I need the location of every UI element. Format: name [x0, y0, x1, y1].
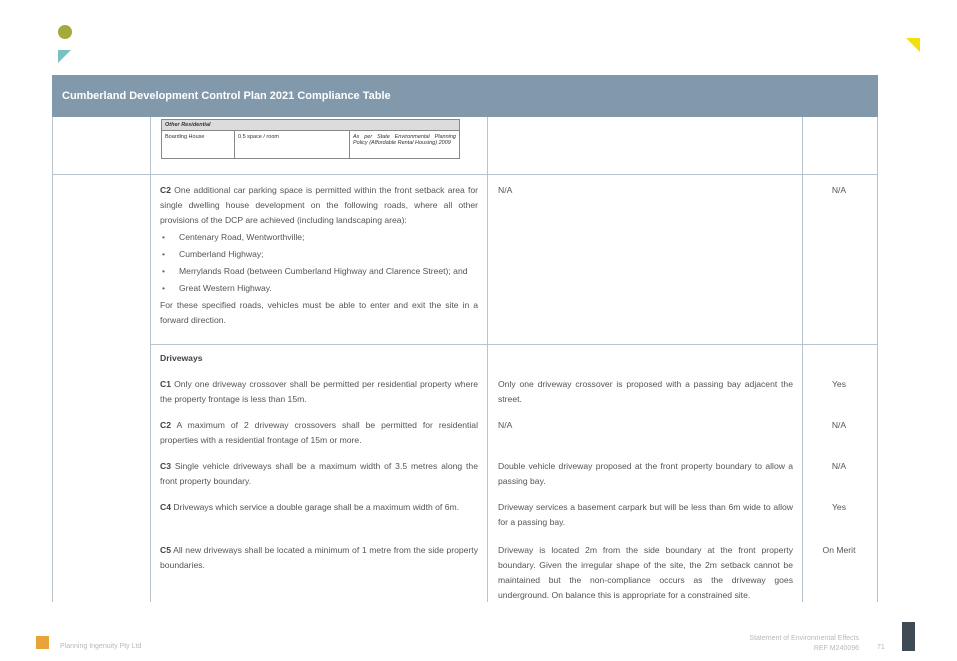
list-item: • Great Western Highway. — [160, 281, 478, 296]
control-c5 — [160, 543, 478, 573]
excerpt-cell: Boarding House — [162, 131, 235, 158]
table-title: Cumberland Development Control Plan 2021 Compliance Table — [52, 75, 878, 117]
response-c2-parking: N/A — [498, 185, 513, 195]
response-c2: N/A — [498, 420, 513, 430]
list-item: • Merrylands Road (between Cumberland Highway and Clarence Street); and — [160, 264, 478, 279]
compliance-c3: N/A — [831, 461, 847, 471]
excerpt-cell: 0.5 space / room — [235, 131, 350, 158]
road-list — [160, 230, 478, 296]
column-divider — [150, 117, 151, 602]
decorative-triangle — [58, 50, 71, 63]
control-c3 — [160, 459, 478, 489]
control-text: All new driveways shall be located a minimum of 1 metre from the side property boundaries. — [160, 545, 478, 570]
list-item: • Cumberland Highway; — [160, 247, 478, 262]
control-c2-parking — [160, 183, 478, 328]
section-heading-driveways: Driveways — [160, 353, 203, 363]
decorative-circle — [58, 25, 72, 39]
decorative-corner-mark — [906, 38, 920, 52]
control-text: A maximum of 2 driveway crossovers shall be permitted for residential properties with a residential frontage of 15m or more. — [160, 420, 478, 445]
control-code: C3 — [160, 461, 171, 471]
compliance-c5: On Merit — [822, 545, 856, 555]
compliance-c2-parking: N/A — [831, 185, 847, 195]
control-code: C5 — [160, 545, 171, 555]
parking-rates-excerpt-table — [161, 119, 460, 159]
footer-doc-title: Statement of Environmental Effects — [749, 635, 859, 642]
control-c4 — [160, 500, 478, 515]
control-code: C1 — [160, 379, 171, 389]
footer-company: Planning Ingenuity Pty Ltd — [60, 643, 142, 650]
control-code: C2 — [160, 420, 171, 430]
table-body — [52, 117, 878, 602]
footer-ref: REF M240096 — [813, 645, 859, 652]
control-text: Single vehicle driveways shall be a maximum width of 3.5 metres along the front property boundary. — [160, 461, 478, 486]
response-c3: Double vehicle driveway proposed at the front property boundary to allow a passing bay. — [498, 461, 793, 486]
list-item: • Centenary Road, Wentworthville; — [160, 230, 478, 245]
response-c1: Only one driveway crossover is proposed with a passing bay adjacent the street. — [498, 379, 793, 404]
excerpt-heading: Other Residential — [162, 120, 459, 131]
control-text-after: For these specified roads, vehicles must be able to enter and exit the site in a forward direction. — [160, 300, 478, 325]
control-text: Only one driveway crossover shall be permitted per residential property where the property frontage is less than 15m. — [160, 379, 479, 404]
compliance-table — [52, 75, 878, 602]
footer-accent-bar — [902, 622, 915, 651]
compliance-c2: N/A — [831, 420, 847, 430]
row-divider — [53, 174, 877, 175]
column-divider — [487, 117, 488, 602]
footer-document-info — [749, 634, 859, 654]
row-divider — [150, 344, 877, 345]
response-c5: Driveway is located 2m from the side boundary at the front property boundary. Given the irregular shape of the site, the 2m setback cannot be maintained but the non-compliance occurs as the driveway goes underground. On balance this is appropriate for a constrained site. — [498, 545, 793, 600]
compliance-c4: Yes — [831, 502, 847, 512]
control-code: C2 — [160, 185, 171, 195]
control-c2 — [160, 418, 478, 448]
footer-logo-square — [36, 636, 49, 649]
control-code: C4 — [160, 502, 171, 512]
excerpt-cell: As per State Environmental Planning Policy (Affordable Rental Housing) 2009 — [353, 134, 456, 146]
control-text: One additional car parking space is permitted within the front setback area for single dwelling house development on the following roads, where all other provisions of the DCP are achieved (including landscaping area): — [160, 185, 479, 225]
response-c4: Driveway services a basement carpark but will be less than 6m wide to allow for a passing bay. — [498, 502, 793, 527]
compliance-c1: Yes — [831, 379, 847, 389]
control-c1 — [160, 377, 478, 407]
control-text: Driveways which service a double garage shall be a maximum width of 6m. — [173, 502, 460, 512]
excerpt-row — [162, 131, 459, 158]
page-number: 71 — [877, 644, 885, 651]
